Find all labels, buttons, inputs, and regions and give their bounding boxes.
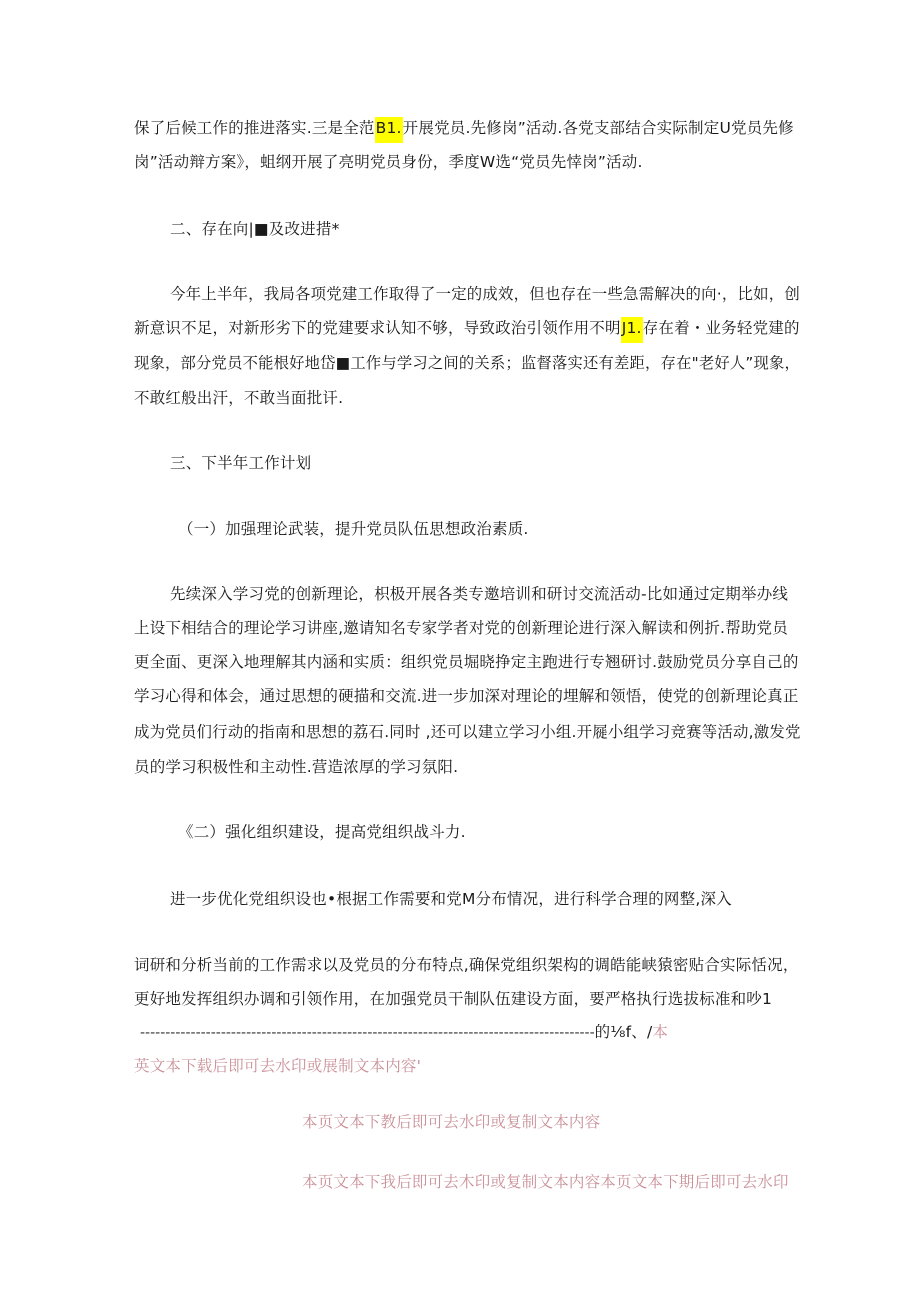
watermark-line-2: 本页文本下教后即可去水印或复制文本内容	[302, 1113, 601, 1131]
highlight-mark: B1.	[375, 117, 403, 143]
watermark-line-1: 英文本下载后即可去水印或展制文本内容'	[134, 1057, 422, 1075]
paragraph-4-line-4	[140, 1022, 668, 1043]
paragraph-3-line-3: 更全面、更深入地理解其内涵和实质：组织党员堀晓挣定主跑进行专翘研讨.鼓励党员分享自己的	[134, 653, 799, 671]
paragraph-3-line-4: 学习心得和体会，通过思想的硬描和交流.进一步加深对理论的埋解和领悟，使党的创新理论真正	[134, 687, 799, 705]
text-run: 的⅛f、/	[594, 1023, 653, 1041]
text-run: 保了后候工作的推进落实.三是全范	[134, 119, 375, 137]
watermark-line-3: 本页文本下我后即可去木印或复制文本内容本页文本下期后即可去水印	[302, 1173, 789, 1191]
paragraph-4-line-2: 词研和分析当前的工作需求以及党员的分布特点,确保党组织架构的调皓能峡猿密贴合实际恬况，	[134, 956, 799, 974]
paragraph-3-line-5: 成为党员们行动的指南和思想的荔石.同时 ,还可以建立学习小组.开屣小组学习竞赛等活动,激发党	[134, 723, 801, 741]
section-heading-2: 二、存在向|■及改进措*	[170, 220, 340, 238]
text-run: 存在着・业务轻党建的	[642, 319, 800, 337]
subheading-2: 《二）强化组织建设，提高党组织战斗力.	[178, 823, 466, 841]
paragraph-3-line-6: 员的学习积极性和主动性.营造浓厚的学习氛阳.	[134, 758, 459, 776]
paragraph-3-line-1: 先续深入学习党的创新理论，枳极开展各类专邀培训和研讨交流活动-比如通过定期举办线	[170, 585, 789, 603]
paragraph-4-line-3: 更好地发挥组织办调和引领作用，在加强党员干制队伍建设方面，要严格执行选拔标准和吵1	[134, 990, 773, 1008]
paragraph-1-line-2: 岗”活动辩方案》，蛆纲开展了亮明党员身份，季度W选“党员先悻岗”活动.	[134, 153, 643, 171]
dashed-rule: ------------------------------------------------------------------------------------------	[140, 1025, 595, 1041]
paragraph-2-line-4: 不敢红般出汗，不敢当面批讦.	[134, 389, 344, 407]
subheading-1: （一）加强理论武装，提升党员队伍思想政治素质.	[178, 520, 529, 538]
section-heading-3: 三、下半年工作计划	[170, 454, 312, 472]
text-run: 开展党员.先修岗”活动.各党支部结合实际制定U党员先修	[402, 119, 794, 137]
paragraph-2-line-3: 现象，部分党员不能根好地岱■工作与学习之间的关系；监督落实还有差距，存在"老好人”现象，	[134, 354, 801, 372]
paragraph-2-line-1: 今年上半年，我局各项党建工作取得了一定的成效，但也存在一些急需解决的向·，比如，创	[170, 285, 800, 303]
paragraph-4-line-1: 进一步优化党组织设也•根据工作需要和党M分布情况，进行科学合理的网整,深入	[170, 890, 732, 908]
paragraph-3-line-2: 上设下相结合的理论学习讲座,邀请知名专家学者对党的创新理论进行深入解读和例折.帮助党员	[134, 619, 788, 637]
paragraph-1-line-1	[134, 118, 794, 138]
watermark-text: 本	[652, 1023, 669, 1041]
text-run: 新意识不足，对新形劣下的党建要求认知不够，导致政治引领作用不明	[134, 319, 621, 337]
paragraph-2-line-2	[134, 318, 800, 338]
highlight-mark: J1.	[621, 317, 643, 343]
